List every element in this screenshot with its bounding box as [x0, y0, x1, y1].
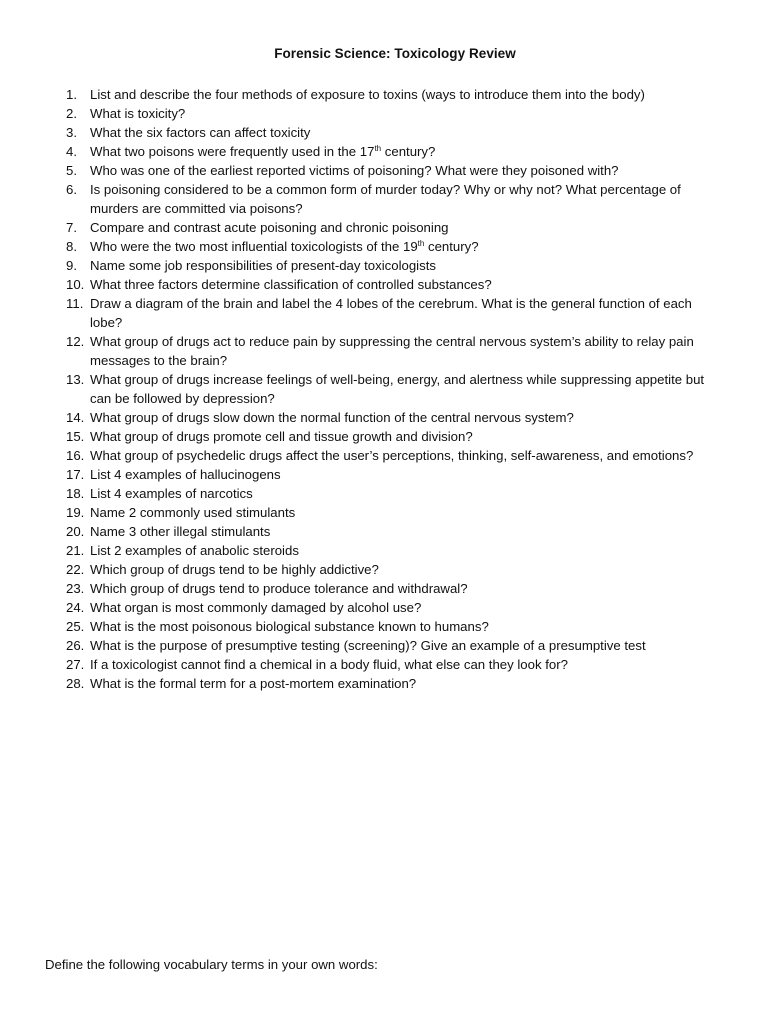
question-text-part: What is the formal term for a post-mortem examination? [90, 676, 417, 691]
question-number [56, 503, 90, 522]
question-item [56, 123, 726, 142]
document-title: Forensic Science: Toxicology Review [274, 46, 516, 61]
question-number-label: 15. [66, 429, 85, 444]
question-text-part: Who were the two most influential toxicologists of the 19 [90, 239, 418, 254]
question-item [56, 294, 726, 332]
question-text-part: What group of drugs promote cell and tissue growth and division? [90, 429, 473, 444]
question-number [56, 465, 90, 484]
question-item [56, 218, 726, 237]
question-text-part: century? [424, 239, 479, 254]
question-number [56, 427, 90, 446]
question-number-label: 10. [66, 277, 85, 292]
question-item [56, 104, 726, 123]
question-number [56, 142, 90, 161]
question-item [56, 522, 726, 541]
question-text [90, 161, 726, 180]
question-item [56, 180, 726, 218]
question-text-part: Which group of drugs tend to produce tolerance and withdrawal? [90, 581, 468, 596]
question-number-label: 25. [66, 619, 85, 634]
question-item [56, 446, 726, 465]
question-text-part: Name 2 commonly used stimulants [90, 505, 296, 520]
question-text-part: Which group of drugs tend to be highly addictive? [90, 562, 379, 577]
question-item [56, 408, 726, 427]
question-text [90, 180, 726, 218]
question-list [56, 85, 726, 693]
question-number-label: 22. [66, 562, 85, 577]
question-item [56, 617, 726, 636]
question-text [90, 522, 726, 541]
question-item [56, 142, 726, 161]
question-text-part: What group of drugs slow down the normal function of the central nervous system? [90, 410, 574, 425]
question-item [56, 484, 726, 503]
question-text-part: What is toxicity? [90, 106, 186, 121]
question-text-part: List 4 examples of narcotics [90, 486, 253, 501]
question-item [56, 560, 726, 579]
question-text-part: What group of drugs increase feelings of well-being, energy, and alertness while suppressing appetite but can be followed by depression? [90, 372, 705, 406]
question-text-part: What organ is most commonly damaged by alcohol use? [90, 600, 422, 615]
question-text [90, 579, 726, 598]
question-text-part: What group of psychedelic drugs affect the user’s perceptions, thinking, self-awareness, and emotions? [90, 448, 694, 463]
question-number-label: 21. [66, 543, 85, 558]
question-text [90, 294, 726, 332]
question-number [56, 484, 90, 503]
question-number-label: 19. [66, 505, 85, 520]
question-text-part: List and describe the four methods of exposure to toxins (ways to introduce them into the body) [90, 87, 645, 102]
question-item [56, 256, 726, 275]
question-number-label: 14. [66, 410, 85, 425]
question-text [90, 427, 726, 446]
question-item [56, 275, 726, 294]
question-text [90, 142, 726, 161]
question-number [56, 294, 90, 313]
question-number-label: 6. [66, 182, 77, 197]
question-text [90, 275, 726, 294]
question-text-part: Is poisoning considered to be a common form of murder today? Why or why not? What percentage of murders are committed via poisons? [90, 182, 681, 216]
question-number [56, 446, 90, 465]
vocabulary-heading: Define the following vocabulary terms in your own words: [45, 957, 378, 972]
question-number-label: 4. [66, 144, 77, 159]
question-text [90, 370, 726, 408]
question-text [90, 541, 726, 560]
question-number-label: 12. [66, 334, 85, 349]
ordinal-superscript: th [417, 239, 425, 248]
question-text [90, 104, 726, 123]
question-item [56, 237, 726, 256]
question-number [56, 275, 90, 294]
question-number [56, 598, 90, 617]
question-text-part: What two poisons were frequently used in the 17 [90, 144, 375, 159]
question-number-label: 1. [66, 87, 77, 102]
question-text [90, 560, 726, 579]
question-text [90, 465, 726, 484]
question-text [90, 655, 726, 674]
question-text [90, 237, 726, 256]
question-number-label: 24. [66, 600, 85, 615]
question-item [56, 465, 726, 484]
question-item [56, 541, 726, 560]
question-number [56, 522, 90, 541]
question-item [56, 161, 726, 180]
question-number [56, 237, 90, 256]
question-number-label: 11. [66, 296, 84, 311]
question-item [56, 85, 726, 104]
question-text-part: Who was one of the earliest reported victims of poisoning? What were they poisoned with? [90, 163, 619, 178]
question-number-label: 9. [66, 258, 77, 273]
question-number-label: 26. [66, 638, 85, 653]
question-number [56, 655, 90, 674]
question-text [90, 484, 726, 503]
question-text-part: What the six factors can affect toxicity [90, 125, 311, 140]
question-item [56, 598, 726, 617]
question-number [56, 674, 90, 693]
question-number [56, 85, 90, 104]
question-item [56, 427, 726, 446]
question-item [56, 579, 726, 598]
question-number [56, 408, 90, 427]
question-text-part: Draw a diagram of the brain and label the 4 lobes of the cerebrum. What is the general function of each lobe? [90, 296, 692, 330]
question-number [56, 256, 90, 275]
question-number-label: 3. [66, 125, 77, 140]
question-item [56, 370, 726, 408]
question-item [56, 503, 726, 522]
question-text-part: If a toxicologist cannot find a chemical in a body fluid, what else can they look for? [90, 657, 568, 672]
question-number-label: 5. [66, 163, 77, 178]
question-text-part: Compare and contrast acute poisoning and chronic poisoning [90, 220, 449, 235]
question-number-label: 23. [66, 581, 85, 596]
question-text [90, 598, 726, 617]
question-text-part: Name some job responsibilities of present-day toxicologists [90, 258, 436, 273]
question-text [90, 332, 726, 370]
question-text [90, 123, 726, 142]
question-number [56, 370, 90, 389]
question-text-part: List 2 examples of anabolic steroids [90, 543, 299, 558]
question-number [56, 161, 90, 180]
question-text-part: What group of drugs act to reduce pain by suppressing the central nervous system’s ability to relay pain messages to the brain? [90, 334, 694, 368]
question-number-label: 20. [66, 524, 85, 539]
question-number [56, 579, 90, 598]
question-number [56, 617, 90, 636]
question-number-label: 17. [66, 467, 85, 482]
question-number-label: 2. [66, 106, 77, 121]
question-number-label: 28. [66, 676, 85, 691]
question-number [56, 104, 90, 123]
question-text-part: What is the most poisonous biological substance known to humans? [90, 619, 489, 634]
question-text [90, 256, 726, 275]
question-item [56, 674, 726, 693]
question-number [56, 218, 90, 237]
question-item [56, 636, 726, 655]
question-number-label: 18. [66, 486, 85, 501]
question-text [90, 617, 726, 636]
question-text-part: List 4 examples of hallucinogens [90, 467, 281, 482]
question-number-label: 7. [66, 220, 77, 235]
question-text [90, 446, 726, 465]
question-number-label: 16. [66, 448, 85, 463]
question-number [56, 332, 90, 351]
question-number [56, 123, 90, 142]
question-text-part: What is the purpose of presumptive testing (screening)? Give an example of a presumptive test [90, 638, 646, 653]
question-text [90, 408, 726, 427]
question-number [56, 560, 90, 579]
question-text [90, 674, 726, 693]
question-item [56, 332, 726, 370]
question-number-label: 8. [66, 239, 77, 254]
question-number-label: 27. [66, 657, 85, 672]
question-text-part: What three factors determine classification of controlled substances? [90, 277, 492, 292]
question-text-part: century? [381, 144, 436, 159]
question-number-label: 13. [66, 372, 85, 387]
question-number [56, 180, 90, 199]
question-text [90, 218, 726, 237]
question-text-part: Name 3 other illegal stimulants [90, 524, 271, 539]
question-number [56, 636, 90, 655]
question-number [56, 541, 90, 560]
question-text [90, 503, 726, 522]
question-text [90, 636, 726, 655]
ordinal-superscript: th [374, 144, 382, 153]
question-item [56, 655, 726, 674]
question-text [90, 85, 726, 104]
